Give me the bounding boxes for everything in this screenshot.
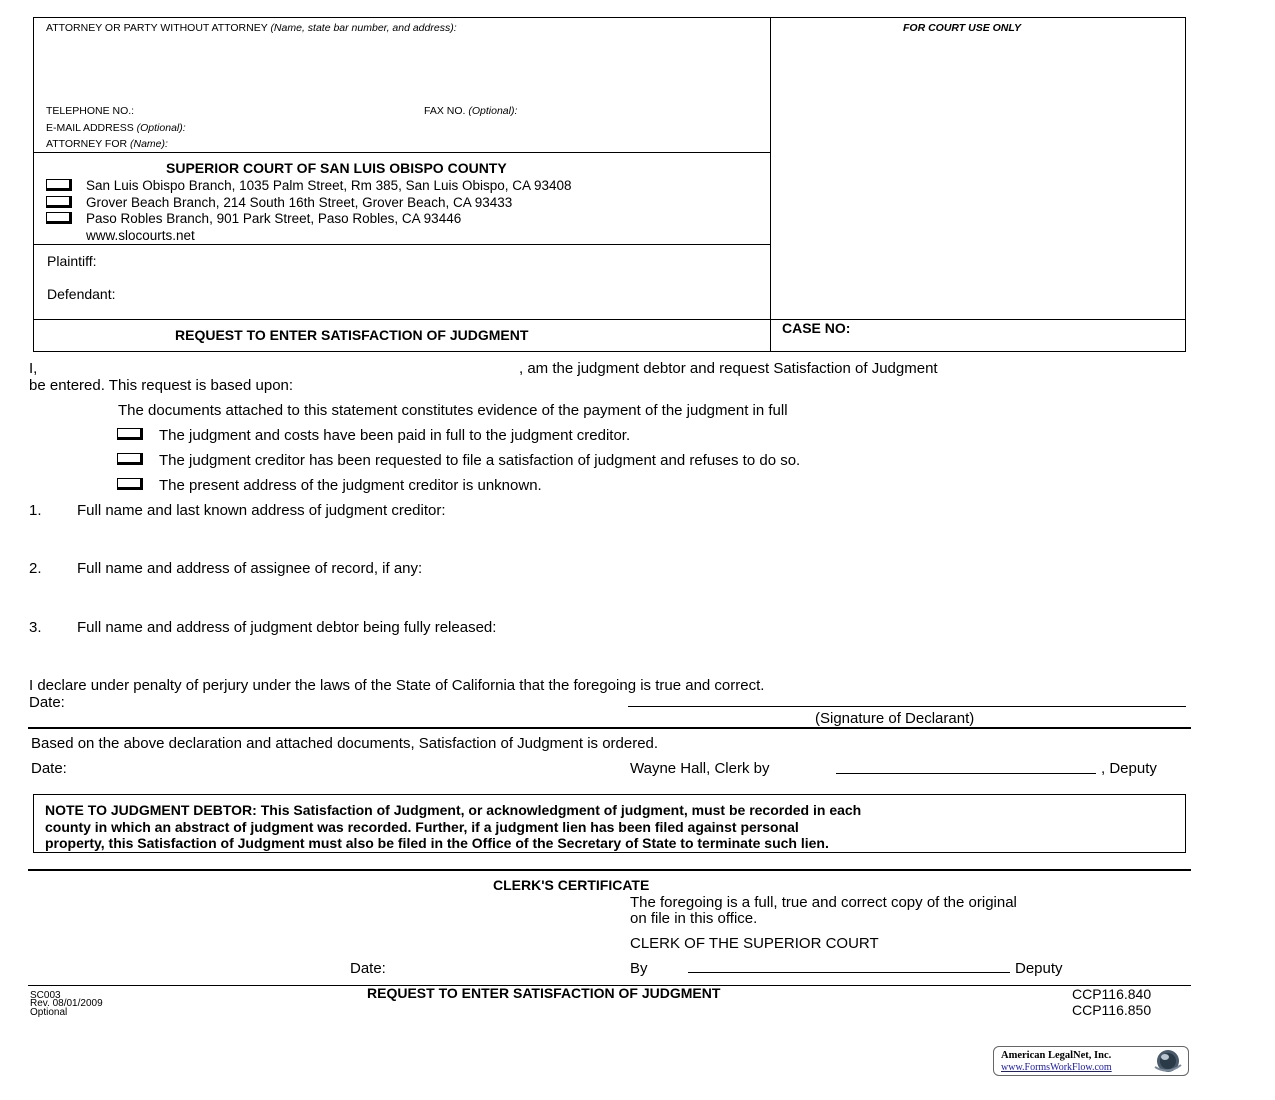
item-3-text: Full name and address of judgment debtor being fully released: (77, 619, 497, 636)
note-line-2: county in which an abstract of judgment was recorded. Further, if a judgment lien has been filed against personal (45, 819, 799, 835)
option-checkbox-unknown[interactable] (117, 478, 143, 490)
option-unknown: The present address of the judgment creditor is unknown. (159, 477, 542, 494)
logo-url[interactable]: www.FormsWorkFlow.com (1001, 1062, 1112, 1073)
clerk-signature-line[interactable] (836, 773, 1096, 774)
note-line-3: property, this Satisfaction of Judgment must also be filed in the Office of the Secretary of State to terminate such lien. (45, 835, 829, 851)
title-row-divider (33, 319, 1186, 320)
declaration-date-label: Date: (29, 694, 65, 711)
form-title: REQUEST TO ENTER SATISFACTION OF JUDGMENT (175, 327, 529, 343)
intro-line2: be entered. This request is based upon: (29, 377, 294, 394)
intro-i: I, (29, 360, 38, 377)
certificate-line-2: on file in this office. (630, 910, 758, 927)
fax-label-text: FAX NO. (424, 105, 466, 117)
branch-grover-beach: Grover Beach Branch, 214 South 16th Street, Grover Beach, CA 93433 (86, 195, 513, 210)
signature-line[interactable] (628, 706, 1186, 707)
globe-icon (1152, 1047, 1182, 1075)
item-2-number: 2. (29, 560, 42, 577)
attorney-for-text: ATTORNEY FOR (46, 138, 128, 150)
fax-label (424, 105, 517, 117)
telephone-label: TELEPHONE NO.: (46, 105, 135, 117)
attorney-label-hint: (Name, state bar number, and address): (270, 22, 457, 34)
footer-title: REQUEST TO ENTER SATISFACTION OF JUDGMENT (367, 985, 721, 1001)
court-website: www.slocourts.net (86, 228, 195, 243)
footer-optional: Optional (30, 1007, 68, 1018)
clerk-by-label: Wayne Hall, Clerk by (630, 760, 770, 777)
attorney-for-hint: (Name): (130, 138, 168, 150)
order-deputy-label: , Deputy (1101, 760, 1157, 777)
email-label (46, 122, 186, 134)
footer-code-1: CCP116.840 (1072, 986, 1152, 1002)
certificate-clerk: CLERK OF THE SUPERIOR COURT (630, 935, 879, 952)
email-label-hint: (Optional): (136, 122, 186, 134)
order-date-label: Date: (31, 760, 67, 777)
item-1-number: 1. (29, 502, 42, 519)
branch-checkbox-grover-beach[interactable] (46, 196, 72, 208)
option-paid: The judgment and costs have been paid in full to the judgment creditor. (159, 427, 631, 444)
option-refuses: The judgment creditor has been requested to file a satisfaction of judgment and refuses to do so. (159, 452, 801, 469)
american-legalnet-logo[interactable] (993, 1046, 1189, 1076)
attorney-section-divider (33, 152, 770, 153)
attorney-label-text: ATTORNEY OR PARTY WITHOUT ATTORNEY (46, 22, 268, 34)
order-top-rule (28, 727, 1191, 729)
item-3-number: 3. (29, 619, 42, 636)
caption-vertical-divider (770, 17, 771, 352)
order-statement: Based on the above declaration and attached documents, Satisfaction of Judgment is ordered. (31, 735, 659, 752)
court-section-divider (33, 244, 770, 245)
branch-slo: San Luis Obispo Branch, 1035 Palm Street, Rm 385, San Luis Obispo, CA 93408 (86, 178, 572, 193)
attorney-label (46, 22, 457, 34)
certificate-line-1: The foregoing is a full, true and correct copy of the original (630, 894, 1017, 911)
note-line-1: NOTE TO JUDGMENT DEBTOR: This Satisfaction of Judgment, or acknowledgment of judgment, must be recorded in each (45, 802, 862, 818)
branch-checkbox-paso-robles[interactable] (46, 212, 72, 224)
court-use-label: FOR COURT USE ONLY (903, 22, 1022, 34)
footer-code-2: CCP116.850 (1072, 1002, 1152, 1018)
item-1-text: Full name and last known address of judgment creditor: (77, 502, 446, 519)
item-2-text: Full name and address of assignee of record, if any: (77, 560, 423, 577)
option-checkbox-paid[interactable] (117, 428, 143, 440)
attorney-for-label (46, 138, 168, 150)
plaintiff-label: Plaintiff: (47, 253, 97, 269)
logo-company-name: American LegalNet, Inc. (1001, 1050, 1112, 1061)
fax-label-hint: (Optional): (468, 105, 518, 117)
documents-statement: The documents attached to this statement constitutes evidence of the payment of the judgment in full (118, 402, 788, 419)
perjury-declaration: I declare under penalty of perjury under the laws of the State of California that the foregoing is true and correct. (29, 677, 765, 694)
court-title: SUPERIOR COURT OF SAN LUIS OBISPO COUNTY (166, 160, 507, 176)
certificate-date-label: Date: (350, 960, 386, 977)
intro-rest: , am the judgment debtor and request Satisfaction of Judgment (519, 360, 938, 377)
certificate-deputy-label: Deputy (1015, 960, 1063, 977)
option-checkbox-refuses[interactable] (117, 453, 143, 465)
case-number-label: CASE NO: (782, 320, 851, 336)
footer-form-id: SC003 (30, 990, 61, 1001)
branch-checkbox-slo[interactable] (46, 179, 72, 191)
email-label-text: E-MAIL ADDRESS (46, 122, 134, 134)
certificate-signature-line[interactable] (688, 972, 1010, 973)
branch-paso-robles: Paso Robles Branch, 901 Park Street, Paso Robles, CA 93446 (86, 211, 462, 226)
certificate-title: CLERK'S CERTIFICATE (493, 877, 650, 893)
defendant-label: Defendant: (47, 286, 116, 302)
footer-revision: Rev. 08/01/2009 (30, 998, 103, 1009)
certificate-top-rule (28, 869, 1191, 871)
certificate-by-label: By (630, 960, 648, 977)
signature-caption: (Signature of Declarant) (815, 710, 975, 727)
